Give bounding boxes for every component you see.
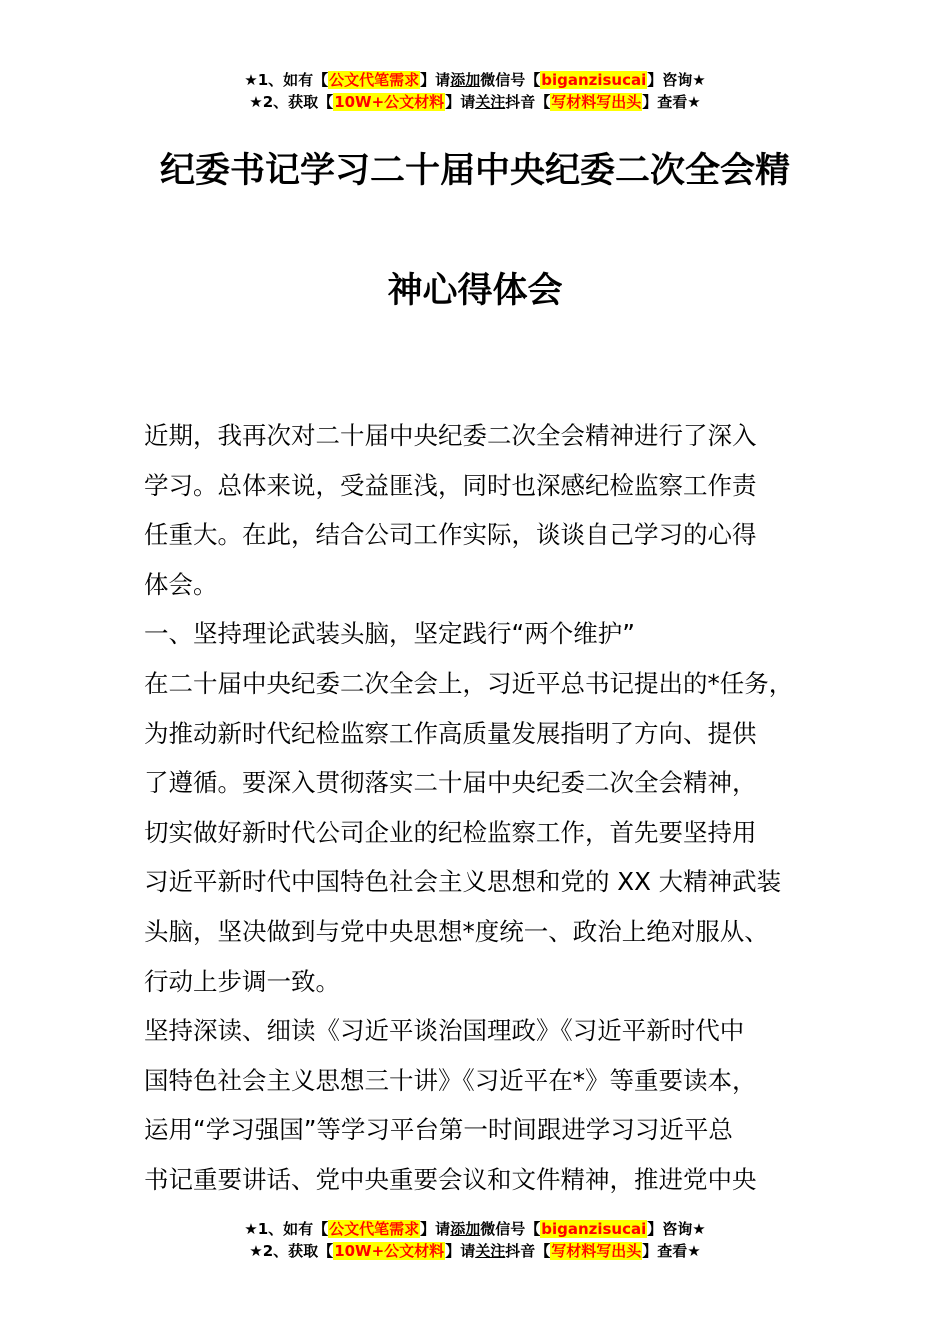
promo-text: 】查看★	[642, 93, 701, 111]
promo-text: 】请	[420, 1220, 451, 1238]
paragraph-line: 头脑，坚决做到与党中央思想*度统一、政治上绝对服从、	[144, 916, 769, 946]
paragraph-line: 为推动新时代纪检监察工作高质量发展指明了方向、提供	[144, 718, 757, 748]
promo-wechat-id: biganzisucai	[541, 71, 647, 89]
promo-line-1	[0, 69, 950, 91]
promo-banner-bottom	[0, 1218, 950, 1262]
promo-text: ★2、获取【	[249, 93, 334, 111]
promo-highlight: 公文代笔需求	[329, 1220, 420, 1238]
promo-douyin-account: 写材料写出头	[551, 1242, 642, 1260]
document-body	[144, 411, 844, 1205]
paragraph-line: 在二十届中央纪委二次全会上，习近平总书记提出的*任务，	[144, 668, 794, 698]
promo-banner-top	[0, 69, 950, 113]
promo-wechat-id: biganzisucai	[541, 1220, 647, 1238]
promo-text: 】咨询★	[647, 71, 706, 89]
promo-text: 】咨询★	[647, 1220, 706, 1238]
paragraph-line: 任重大。在此，结合公司工作实际，谈谈自己学习的心得	[144, 520, 757, 550]
promo-text: ★2、获取【	[249, 1242, 334, 1260]
paragraph-line: 切实做好新时代公司企业的纪检监察工作，首先要坚持用	[144, 817, 757, 847]
paragraph-line: 坚持深读、细读《习近平谈治国理政》《习近平新时代中	[144, 1016, 745, 1046]
paragraph-line: 了遵循。要深入贯彻落实二十届中央纪委二次全会精神，	[144, 768, 757, 798]
paragraph-line: 国特色社会主义思想三十讲》《习近平在*》等重要读本，	[144, 1065, 757, 1095]
section-heading: 一、坚持理论武装头脑，坚定践行“两个维护”	[144, 619, 635, 649]
promo-line-2	[0, 1240, 950, 1262]
promo-text: 抖音【	[505, 1242, 551, 1260]
promo-highlight: 公文代笔需求	[329, 71, 420, 89]
promo-emphasis: 添加	[450, 1220, 481, 1238]
paragraph-line: 运用“学习强国”等学习平台第一时间跟进学习习近平总	[144, 1115, 733, 1145]
promo-text: 】请	[445, 93, 476, 111]
promo-emphasis: 关注	[475, 93, 506, 111]
promo-highlight: 10W+公文材料	[334, 93, 445, 111]
promo-highlight: 10W+公文材料	[334, 1242, 445, 1260]
paragraph-line: 学习。总体来说，受益匪浅，同时也深感纪检监察工作责	[144, 470, 757, 500]
promo-text: ★1、如有【	[244, 71, 329, 89]
promo-line-2	[0, 91, 950, 113]
promo-text: 微信号【	[480, 71, 541, 89]
promo-text: 】查看★	[642, 1242, 701, 1260]
promo-emphasis: 关注	[475, 1242, 506, 1260]
document-title-line-1: 纪委书记学习二十届中央纪委二次全会精	[159, 151, 790, 191]
promo-text: 微信号【	[480, 1220, 541, 1238]
paragraph-line: 近期，我再次对二十届中央纪委二次全会精神进行了深入	[144, 421, 757, 450]
paragraph-line: 体会。	[144, 569, 218, 599]
paragraph-line: 行动上步调一致。	[144, 966, 340, 996]
promo-text: 抖音【	[505, 93, 551, 111]
promo-text: ★1、如有【	[244, 1220, 329, 1238]
paragraph-line: 书记重要讲话、党中央重要会议和文件精神，推进党中央	[144, 1164, 757, 1194]
promo-douyin-account: 写材料写出头	[551, 93, 642, 111]
promo-emphasis: 添加	[450, 71, 481, 89]
document-title-line-2: 神心得体会	[387, 271, 563, 311]
paragraph-line: 习近平新时代中国特色社会主义思想和党的 XX 大精神武装	[144, 867, 782, 897]
promo-line-1	[0, 1218, 950, 1240]
promo-text: 】请	[420, 71, 451, 89]
promo-text: 】请	[445, 1242, 476, 1260]
